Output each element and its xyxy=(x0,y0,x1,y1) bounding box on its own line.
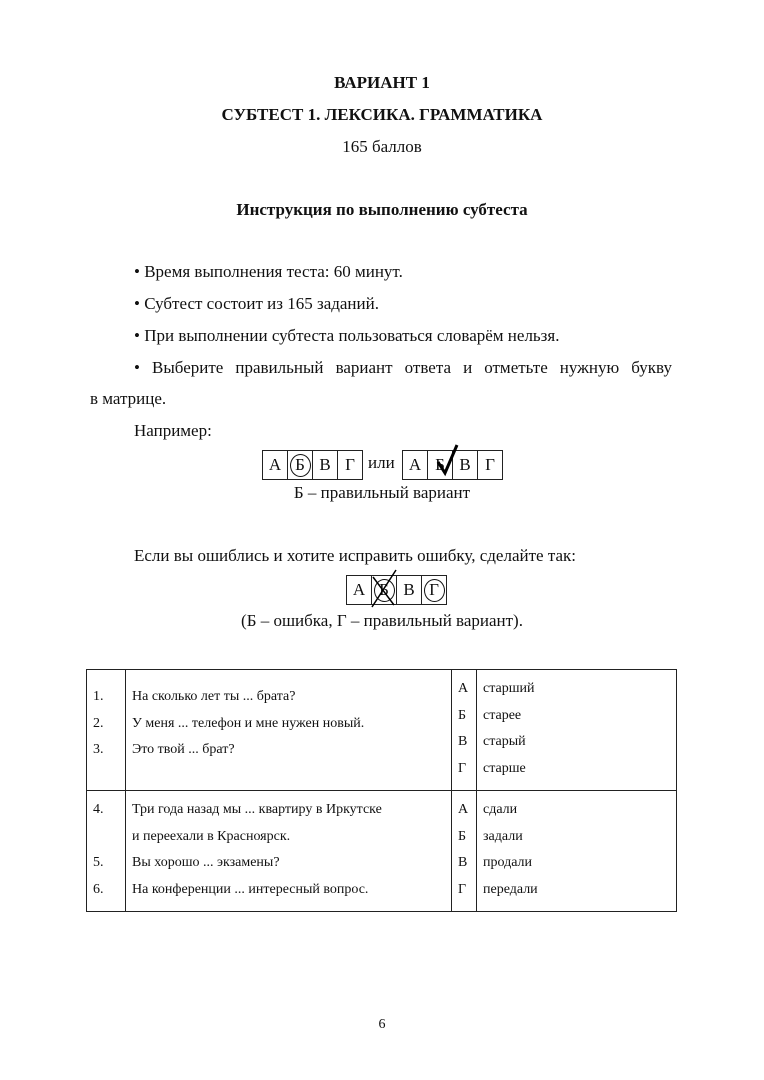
question: На конференции ... интересный вопрос. xyxy=(132,881,369,897)
table-row: 1. 2. 3. На сколько лет ты ... брата? У меня ... телефон и мне нужен новый. Это твой ... брат? А Б В Г старший старее старый старше xyxy=(87,670,677,791)
instruction-title: Инструкция по выполнению субтеста xyxy=(236,200,528,219)
task-number: 3. xyxy=(93,742,104,757)
task-number: 4. xyxy=(93,802,104,817)
fix-caption: (Б – ошибка, Г – правильный вариант). xyxy=(241,611,523,630)
question: и переехали в Красноярск. xyxy=(132,828,291,844)
question: На сколько лет ты ... брата? xyxy=(132,689,296,704)
bullet-4: • Выберите правильный вариант ответа и отметьте нужную букву xyxy=(134,358,672,377)
option: сдали xyxy=(483,802,518,817)
points: 165 баллов xyxy=(342,137,422,156)
bullet-3: • При выполнении субтеста пользоваться словарём нельзя. xyxy=(134,326,560,345)
bullet-1: • Время выполнения теста: 60 минут. xyxy=(134,262,403,281)
cross-out-icon xyxy=(370,569,398,609)
bullet-4-cont: в матрице. xyxy=(90,389,167,408)
task-number: 1. xyxy=(93,689,104,704)
variant-title: ВАРИАНТ 1 xyxy=(334,73,430,92)
example-matrix-check: А Б В Г xyxy=(402,450,503,480)
bullet-2: • Субтест состоит из 165 заданий. xyxy=(134,294,379,313)
option: старший xyxy=(483,681,535,696)
option: продали xyxy=(483,855,533,870)
option: старее xyxy=(483,707,522,723)
task-number: 5. xyxy=(93,855,104,870)
option: передали xyxy=(483,881,538,897)
question: У меня ... телефон и мне нужен новый. xyxy=(132,715,365,731)
example-caption: Б – правильный вариант xyxy=(293,483,471,502)
page-number: 6 xyxy=(378,1017,386,1032)
task-number: 6. xyxy=(93,881,104,897)
option: задали xyxy=(483,828,523,844)
subtest-title: СУБТЕСТ 1. ЛЕКСИКА. ГРАММАТИКА xyxy=(221,105,543,124)
example-label: Например: xyxy=(134,421,212,440)
checkmark-icon xyxy=(436,444,460,476)
example-matrix-circle: А Б В Г xyxy=(262,450,363,480)
fix-matrix: А Б В Г xyxy=(346,575,447,605)
question: Вы хорошо ... экзамены? xyxy=(132,855,280,870)
task-number: 2. xyxy=(93,715,104,731)
or-text: или xyxy=(368,453,395,472)
table-row: 4. 5. 6. Три года назад мы ... квартиру в Иркутске и переехали в Красноярск. Вы хорошо ... экзамены? На конференции ... интересный вопрос. А Б В Г сдали задали продали передали xyxy=(87,791,677,912)
option: старый xyxy=(483,734,526,749)
question: Это твой ... брат? xyxy=(132,742,235,757)
question: Три года назад мы ... квартиру в Иркутске xyxy=(132,802,382,817)
fix-text: Если вы ошиблись и хотите исправить ошибку, сделайте так: xyxy=(134,546,576,565)
option: старше xyxy=(483,760,526,776)
task-table xyxy=(86,669,677,912)
